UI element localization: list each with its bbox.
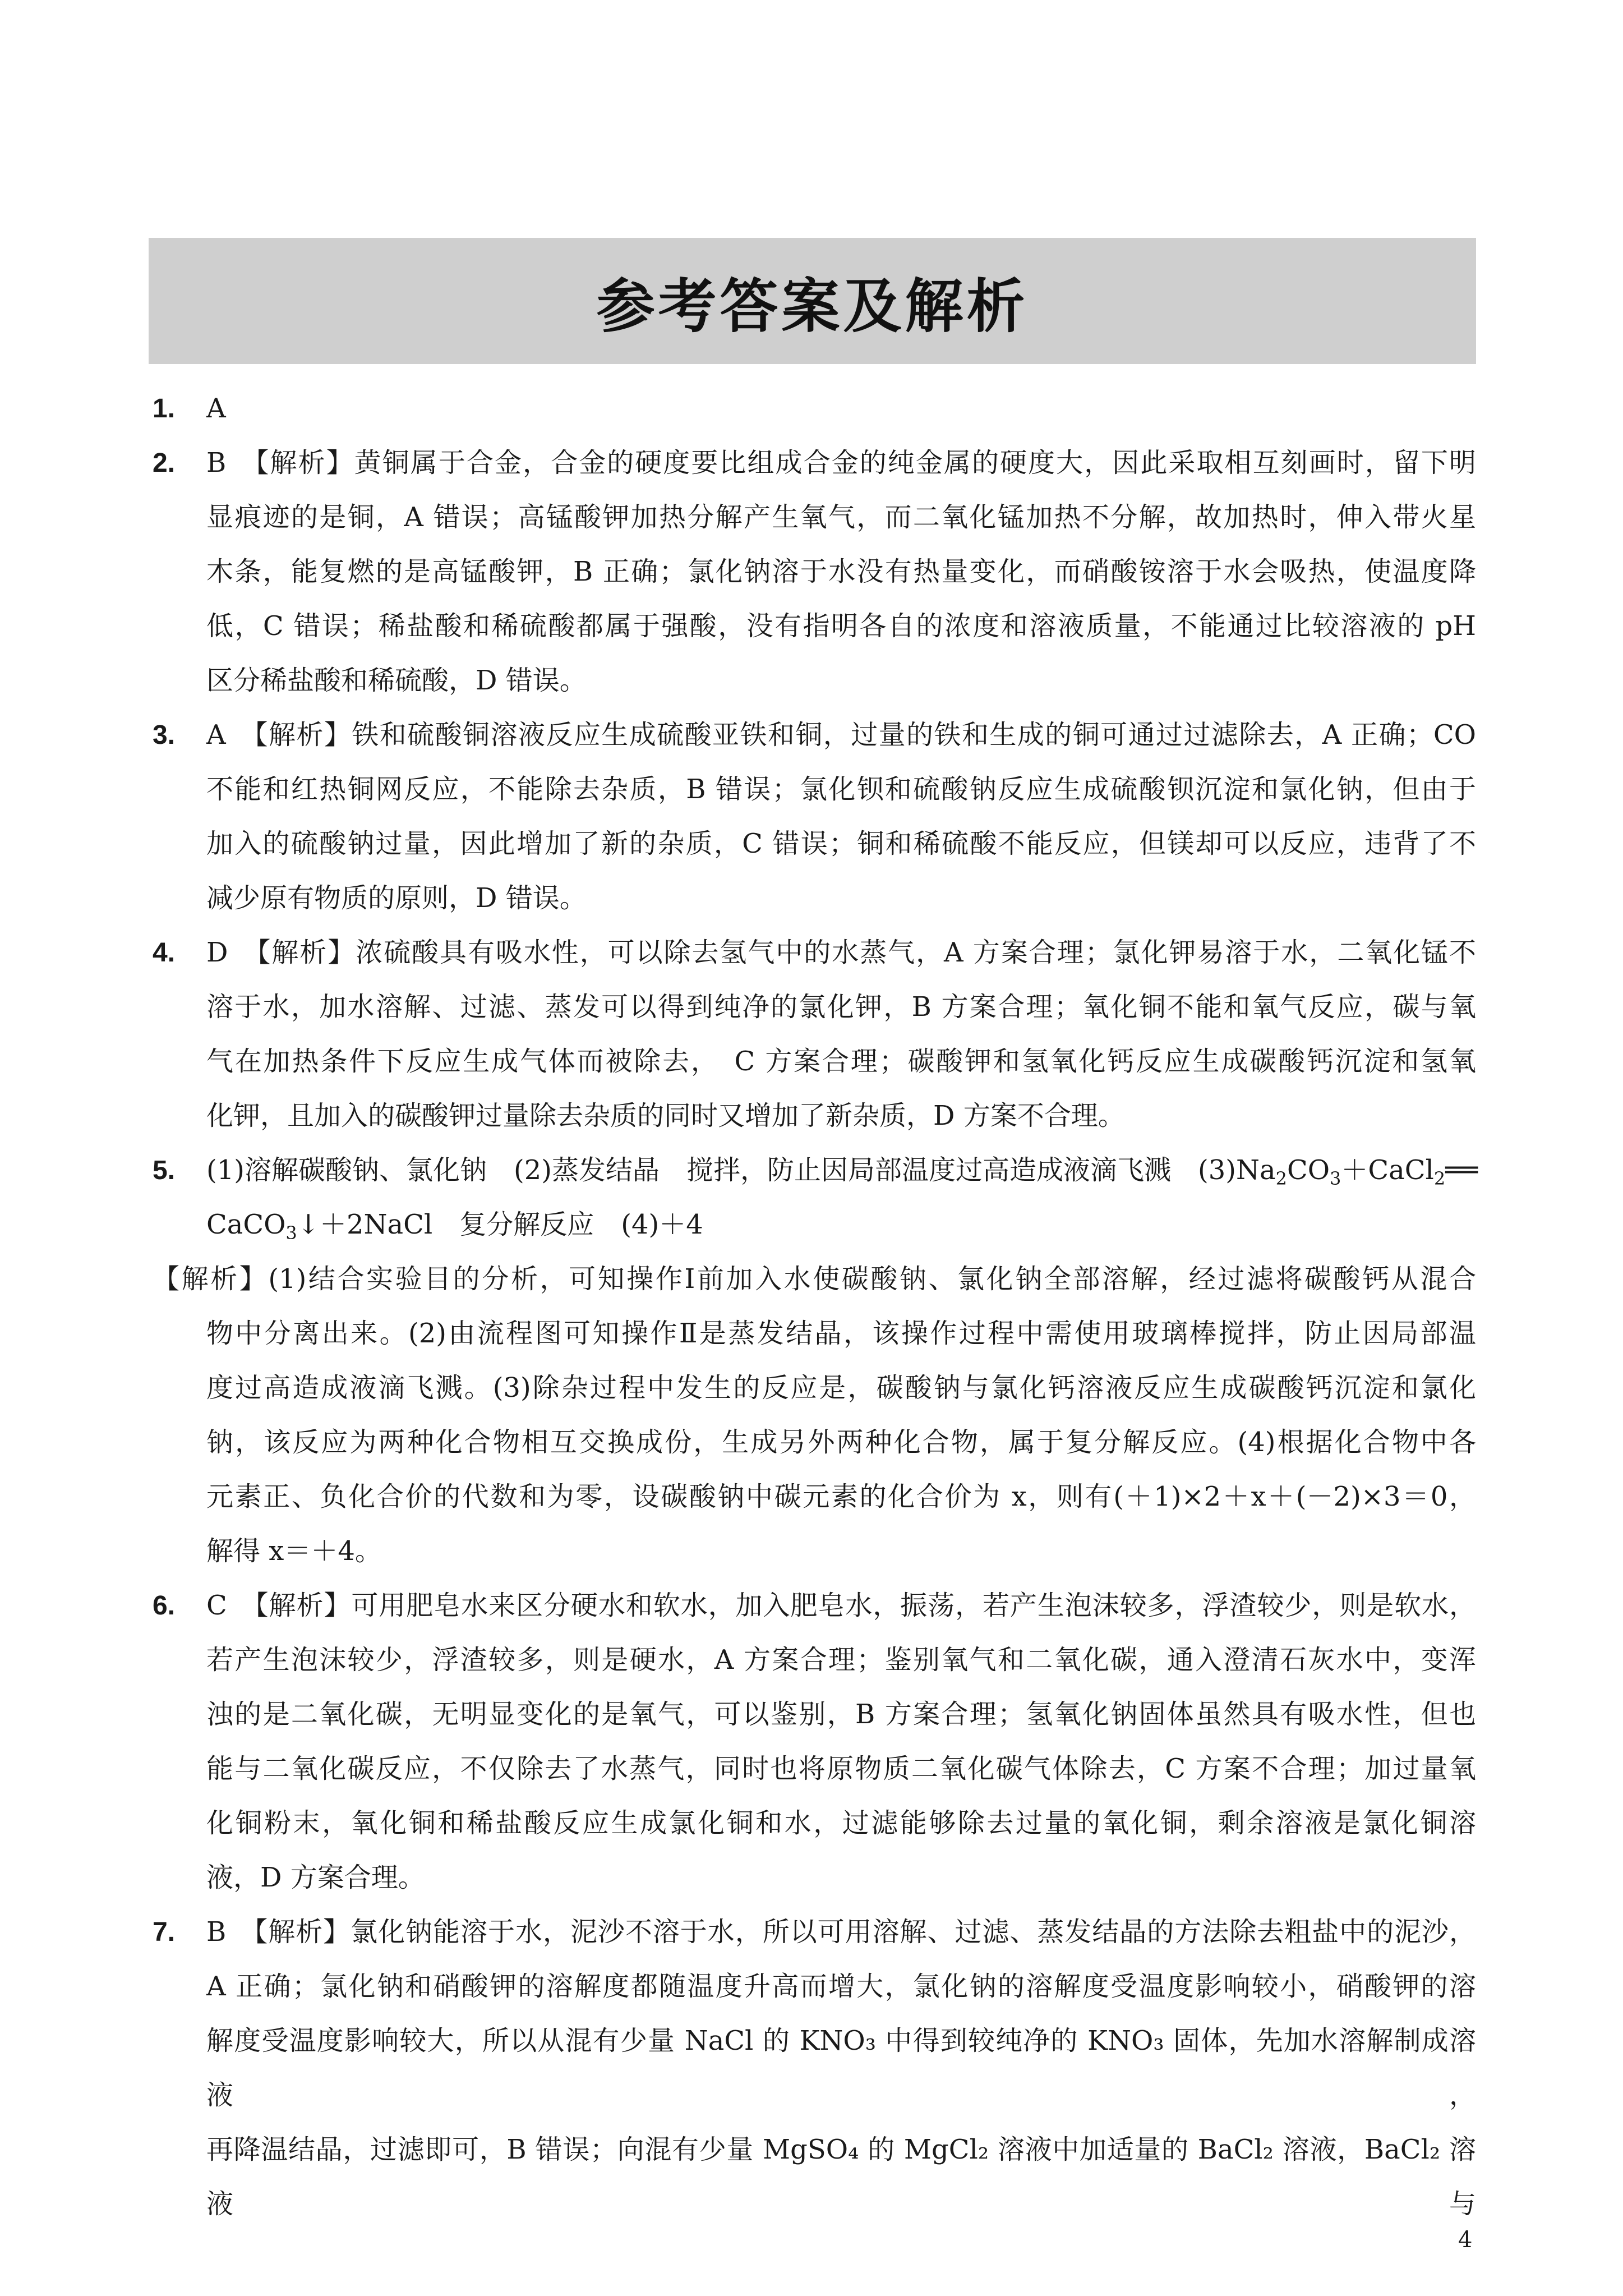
answer-3 [153,708,1476,926]
answer-1 [153,381,1476,436]
answer-line: 气在加热条件下反应生成气体而被除去， C 方案合理；碳酸钾和氢氧化钙反应生成碳酸钙沉淀和氢氧 [206,1046,1476,1077]
answer-number: 7. [153,1917,176,1947]
title-banner [149,238,1476,364]
answer-line: 不能和红热铜网反应，不能除去杂质，B 错误；氯化钡和硫酸钠反应生成硫酸钡沉淀和氯化钠，但由于 [206,774,1476,805]
subscript: 3 [1330,1168,1341,1189]
answer-4 [153,926,1476,1143]
answer-line: B 【解析】黄铜属于合金，合金的硬度要比组成合金的纯金属的硬度大，因此采取相互刻画时，留下明 [206,447,1476,478]
answer-line: A 正确；氯化钠和硝酸钾的溶解度都随温度升高而增大，氯化钠的溶解度受温度影响较小，硝酸钾的溶 [206,1971,1476,2002]
answer-line: 物中分离出来。(2)由流程图可知操作Ⅱ是蒸发结晶，该操作过程中需使用玻璃棒搅拌，防止因局部温 [206,1318,1476,1349]
answer-line: 再降温结晶，过滤即可，B 错误；向混有少量 MgSO₄ 的 MgCl₂ 溶液中加适量的 BaCl₂ 溶液，BaCl₂ 溶液与 [206,2134,1476,2220]
answer-number: 3. [153,720,176,750]
answer-list [153,381,1476,2231]
page-number: 4 [1458,2227,1473,2253]
answer-line: 低，C 错误；稀盐酸和稀硫酸都属于强酸，没有指明各自的浓度和溶液质量，不能通过比较溶液的 pH [206,610,1476,642]
subscript: 3 [285,1222,297,1244]
answer-number: 2. [153,448,176,478]
answer-line [206,1198,1476,1252]
answer-text: (1)结合实验目的分析，可知操作Ⅰ前加入水使碳酸钠、氯化钠全部溶解，经过滤将碳酸钙从混合 [268,1263,1476,1295]
answer-7 [153,1905,1476,2231]
answer-5 [153,1143,1476,1252]
answer-line: 度过高造成液滴飞溅。(3)除杂过程中发生的反应是，碳酸钠与氯化钙溶液反应生成碳酸钙沉淀和氯化 [206,1372,1476,1404]
subscript: 2 [1433,1168,1446,1189]
answer-line: 木条，能复燃的是高锰酸钾，B 正确；氯化钠溶于水没有热量变化，而硝酸铵溶于水会吸热，使温度降 [206,556,1476,587]
answer-number: 5. [153,1156,176,1185]
page-title: 参考答案及解析 [596,272,1029,341]
answer-line: 能与二氧化碳反应，不仅除去了水蒸气，同时也将原物质二氧化碳气体除去，C 方案不合理；加过量氧 [206,1753,1476,1784]
answer-line: 液，D 方案合理。 [206,1862,425,1893]
answer-line: A [206,393,226,424]
subscript: 2 [1275,1168,1287,1189]
answer-line: 浊的是二氧化碳，无明显变化的是氧气，可以鉴别，B 方案合理；氢氧化钠固体虽然具有吸水性，但也 [206,1699,1476,1730]
answer-6 [153,1579,1476,1905]
answer-line: A 【解析】铁和硫酸铜溶液反应生成硫酸亚铁和铜，过量的铁和生成的铜可通过过滤除去，A 正确；CO [206,719,1476,751]
answer-line: 溶于水，加水溶解、过滤、蒸发可以得到纯净的氯化钾，B 方案合理；氧化铜不能和氧气反应，碳与氧 [206,991,1476,1023]
answer-line: 钠，该反应为两种化合物相互交换成份，生成另外两种化合物，属于复分解反应。(4)根据化合物中各 [206,1427,1476,1458]
answer-2 [153,436,1476,708]
answer-5-analysis [153,1252,1476,1579]
answer-line: 解得 x＝＋4。 [206,1535,382,1567]
answer-line: B 【解析】氯化钠能溶于水，泥沙不溶于水，所以可用溶解、过滤、蒸发结晶的方法除去粗盐中的泥沙， [206,1916,1476,1948]
answer-text: ↓＋2NaCl 复分解反应 (4)＋4 [297,1209,703,1240]
answer-line: 解度受温度影响较大，所以从混有少量 NaCl 的 KNO₃ 中得到较纯净的 KNO₃ 固体，先加水溶解制成溶液， [206,2025,1476,2111]
answer-line: 区分稀盐酸和稀硫酸，D 错误。 [206,665,587,696]
equals-sign: ══ [1445,1154,1478,1186]
answer-line [206,1143,1476,1198]
answer-number: 4. [153,938,176,968]
answer-line: 化铜粉末，氧化铜和稀盐酸反应生成氯化铜和水，过滤能够除去过量的氧化铜，剩余溶液是氯化铜溶 [206,1807,1476,1839]
answer-text: CaCO [206,1209,286,1240]
answer-line: 加入的硫酸钠过量，因此增加了新的杂质，C 错误；铜和稀硫酸不能反应，但镁却可以反应，违背了不 [206,828,1476,859]
answer-line: C 【解析】可用肥皂水来区分硬水和软水，加入肥皂水，振荡，若产生泡沫较多，浮渣较少，则是软水， [206,1590,1476,1621]
answer-line: D 【解析】浓硫酸具有吸水性，可以除去氢气中的水蒸气，A 方案合理；氯化钾易溶于水，二氧化锰不 [206,937,1476,968]
answer-line: 若产生泡沫较少，浮渣较多，则是硬水，A 方案合理；鉴别氧气和二氧化碳，通入澄清石灰水中，变浑 [206,1644,1476,1676]
answer-line: 减少原有物质的原则，D 错误。 [206,882,587,914]
analysis-label: 【解析】 [153,1263,269,1295]
answer-line [153,1252,1476,1306]
answer-line: 显痕迹的是铜，A 错误；高锰酸钾加热分解产生氧气，而二氧化锰加热不分解，故加热时，伸入带火星 [206,501,1476,533]
answer-number: 1. [153,394,176,424]
answer-line: 化钾，且加入的碳酸钾过量除去杂质的同时又增加了新杂质，D 方案不合理。 [206,1100,1125,1131]
answer-text: ＋CaCl [1341,1154,1434,1186]
answer-text: CO [1287,1154,1330,1186]
answer-text: (1)溶解碳酸钠、氯化钠 (2)蒸发结晶 搅拌，防止因局部温度过高造成液滴飞溅 (3)Na [206,1154,1276,1186]
answer-line: 元素正、负化合价的代数和为零，设碳酸钠中碳元素的化合价为 x，则有(＋1)×2＋x＋(－2)×3＝0， [206,1481,1476,1512]
answer-number: 6. [153,1591,176,1621]
